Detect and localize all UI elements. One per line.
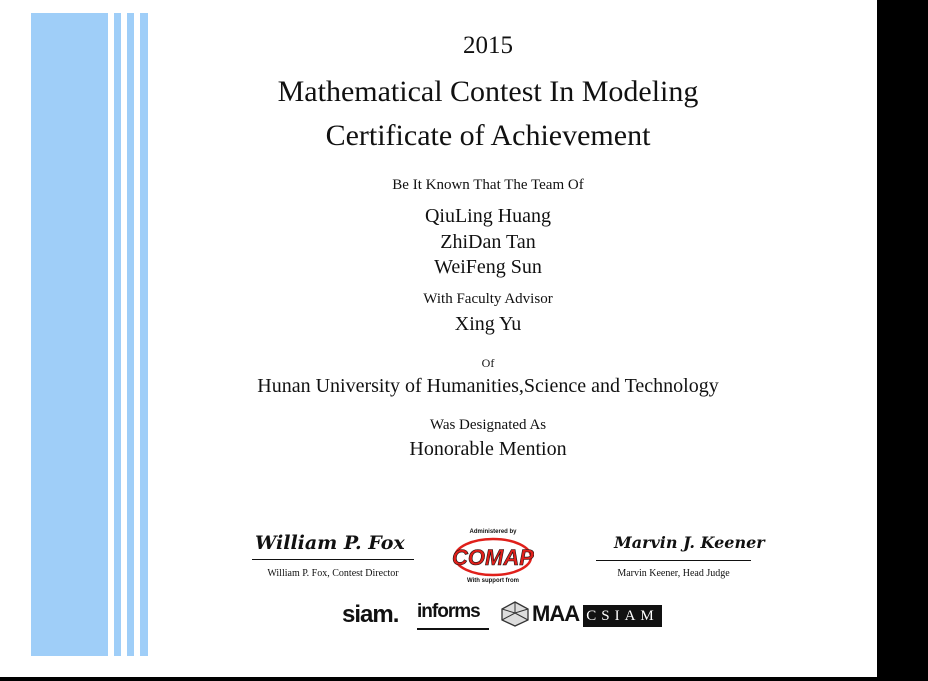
informs-logo-text: informs — [417, 601, 480, 622]
judge-signature-line — [596, 560, 751, 561]
director-caption: William P. Fox, Contest Director — [267, 568, 399, 579]
comap-logo — [452, 536, 534, 578]
designated-label: Was Designated As — [429, 417, 547, 433]
maa-logo: MAA — [532, 601, 580, 626]
team-member-3: WeiFeng Sun — [434, 256, 542, 278]
siam-logo: siam. — [342, 601, 399, 628]
informs-logo — [417, 601, 489, 630]
judge-signature: Marvin J. Keener — [614, 533, 765, 552]
team-member-2: ZhiDan Tan — [440, 231, 536, 253]
maa-icosahedron-icon — [500, 601, 530, 627]
intro-text: Be It Known That The Team Of — [392, 177, 584, 193]
contest-title: Mathematical Contest In Modeling — [277, 75, 699, 108]
director-signature-line — [252, 559, 414, 560]
judge-caption: Marvin Keener, Head Judge — [617, 568, 730, 579]
of-label: Of — [481, 356, 495, 370]
contest-year: 2015 — [463, 32, 513, 59]
award-designation: Honorable Mention — [409, 438, 567, 460]
team-member-1: QiuLing Huang — [424, 205, 552, 227]
advisor-label: With Faculty Advisor — [423, 291, 553, 307]
support-label: With support from — [467, 578, 519, 584]
administered-by-label: Administered by — [469, 529, 517, 535]
institution-name: Hunan University of Humanities,Science and Technology — [257, 375, 719, 397]
comap-logo-text: COMAP — [452, 545, 534, 570]
director-signature: William P. Fox — [255, 532, 405, 554]
csiam-logo: CSIAM — [583, 605, 662, 627]
certificate-title: Certificate of Achievement — [325, 119, 651, 152]
advisor-name: Xing Yu — [454, 313, 522, 335]
